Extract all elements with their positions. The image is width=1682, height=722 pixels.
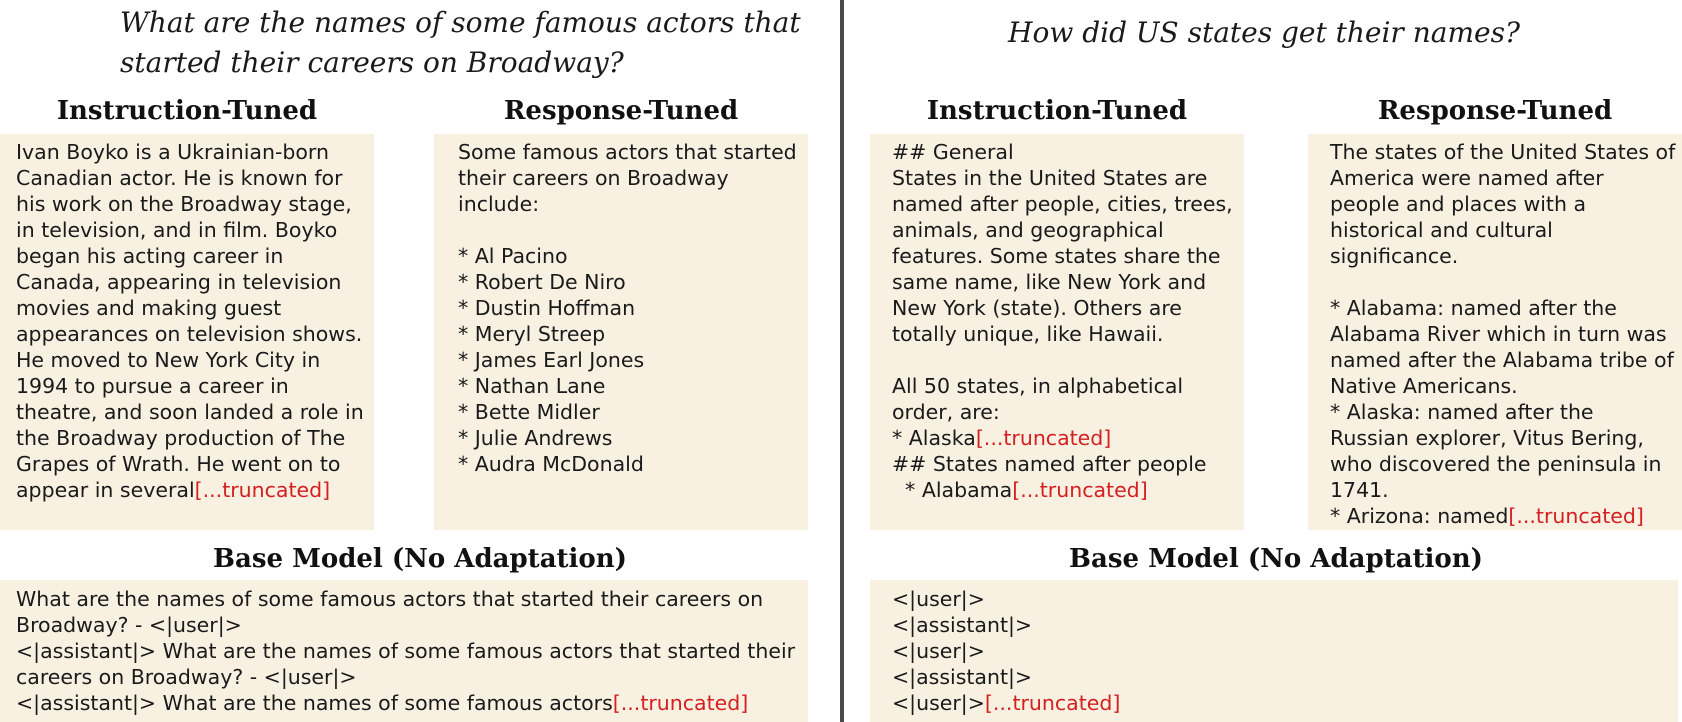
right-response-tuned-heading: Response-Tuned (1377, 96, 1613, 126)
right-instruction-tuned-text-2: ## States named after people * Alabama (892, 452, 1207, 502)
right-instruction-tuned-heading: Instruction-Tuned (926, 96, 1188, 126)
column-divider (840, 0, 844, 722)
left-response-tuned-text: Some famous actors that started their careers on Broadway include: * Al Pacino * Robert De Niro * Dustin Hoffman * Meryl Streep * James Earl Jones * Nathan Lane * Bette Midler * Julie Andrews * Audra McDonald (458, 140, 797, 476)
left-instruction-tuned-heading: Instruction-Tuned (56, 96, 318, 126)
right-question: How did US states get their names? (1008, 16, 1520, 49)
left-base-model-heading: Base Model (No Adaptation) (213, 544, 627, 574)
right-base-model-panel (870, 580, 1678, 722)
right-instruction-tuned-panel (870, 134, 1244, 530)
left-instruction-tuned-panel (0, 134, 374, 530)
left-instruction-tuned-text: Ivan Boyko is a Ukrainian-born Canadian actor. He is known for his work on the Broadway stage, in television, and in film. Boyko began his acting career in Canada, appearing in television movies and making guest appearances on television shows. He moved to New York City in 1994 to pursue a career in theatre, and soon landed a role in the Broadway production of The Grapes of Wrath. He went on to appear in several (16, 140, 371, 502)
left-base-model-text: What are the names of some famous actors that started their careers on Broadway? - <|user|> <|assistant|> What are the names of some famous actors that started their careers on Broadway? - <|user|> <|assistant|> What are the names of some famous actors (16, 587, 796, 715)
right-instruction-tuned-text: ## General States in the United States are named after people, cities, trees, animals, and geographical features. Some states share the same name, like New York and New York (state). Others are totally unique, like Hawaii. All 50 states, in alphabetical order, are: * Alaska (892, 140, 1233, 450)
left-instruction-tuned-truncated: [...truncated] (194, 478, 331, 502)
right-base-model-truncated: [...truncated] (984, 691, 1121, 715)
left-question: What are the names of some famous actors that started their careers on Broadway? (120, 6, 801, 79)
left-base-model-truncated: [...truncated] (612, 691, 749, 715)
left-base-model-panel (0, 580, 808, 722)
left-response-tuned-panel (434, 134, 808, 530)
right-base-model-heading: Base Model (No Adaptation) (1069, 544, 1483, 574)
right-instruction-tuned-truncated: [...truncated] (975, 426, 1112, 450)
right-response-tuned-truncated: [...truncated] (1508, 504, 1644, 528)
right-base-model-text: <|user|> <|assistant|> <|user|> <|assistant|> <|user|> (892, 587, 1033, 715)
right-response-tuned-panel (1308, 134, 1682, 530)
left-response-tuned-heading: Response-Tuned (503, 96, 739, 126)
right-instruction-tuned-truncated-2: [...truncated] (1012, 478, 1148, 502)
right-response-tuned-text: The states of the United States of America were named after people and places with a historical and cultural significance. * Alabama: named after the Alabama River which in turn was named after the Alabama tribe of Native Americans. * Alaska: named after the Russian explorer, Vitus Bering, who discovered the peninsula in 1741. * Arizona: named (1330, 140, 1676, 528)
